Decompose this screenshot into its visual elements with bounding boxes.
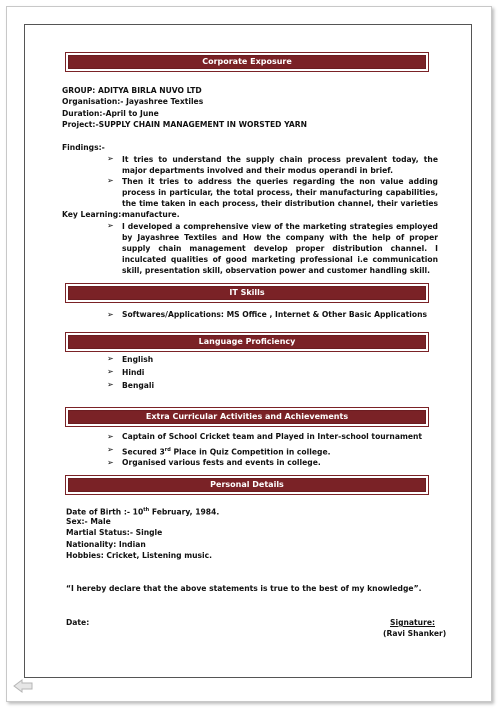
organisation-line: Organisation:- Jayashree Textiles: [62, 97, 204, 106]
duration-line: Duration:-April to June: [62, 109, 159, 118]
section-title: Language Proficiency: [198, 337, 296, 346]
nationality-line: Nationality: Indian: [66, 540, 146, 549]
date-label: Date:: [66, 618, 90, 627]
dob-text: Date of Birth :- 10: [66, 507, 144, 517]
section-header-it: [68, 286, 426, 300]
project-line: Project:-SUPPLY CHAIN MANAGEMENT IN WORSTED YARN: [62, 120, 307, 129]
arrow-bullet-icon: ➢: [107, 154, 114, 163]
arrow-bullet-icon: ➢: [107, 176, 114, 185]
language-item: Bengali: [122, 381, 155, 390]
arrow-bullet-icon: ➢: [107, 354, 114, 363]
sex-line: Sex:- Male: [66, 517, 111, 526]
section-header-corporate: [68, 55, 426, 69]
section-title: Personal Details: [210, 480, 284, 489]
arrow-bullet-icon: ➢: [107, 367, 114, 376]
superscript: rd: [164, 447, 171, 453]
hobbies-line: Hobbies: Cricket, Listening music.: [66, 551, 213, 560]
signature-label: Signature:: [390, 618, 436, 627]
language-item: Hindi: [122, 368, 145, 377]
dob-text: February, 1984.: [149, 507, 220, 517]
extra-text: Secured 3: [122, 447, 165, 457]
extra-item: [122, 445, 330, 458]
arrow-bullet-icon: ➢: [107, 310, 114, 319]
it-skill-item: Softwares/Applications: MS Office , Internet & Other Basic Applications: [122, 310, 428, 319]
section-header-extra: [68, 410, 426, 424]
section-title: IT Skills: [229, 288, 265, 297]
section-title: Extra Curricular Activities and Achievements: [145, 412, 349, 421]
marital-line: Martial Status:- Single: [66, 528, 163, 537]
arrow-bullet-icon: ➢: [107, 432, 114, 441]
dob-line: [66, 505, 219, 518]
findings-label: Findings:-: [62, 143, 105, 152]
back-arrow-icon[interactable]: [12, 678, 34, 694]
signature-name: (Ravi Shanker): [383, 629, 447, 638]
arrow-bullet-icon: ➢: [107, 445, 114, 454]
finding-1: It tries to understand the supply chain process prevalent today, the major departments involved and their modus operandi in brief.: [122, 155, 438, 175]
extra-item: Organised various fests and events in college.: [122, 458, 321, 467]
declaration: “I hereby declare that the above statements is true to the best of my knowledge”.: [66, 584, 422, 593]
key-learning-label: Key Learning:-: [62, 210, 125, 219]
arrow-bullet-icon: ➢: [107, 380, 114, 389]
arrow-bullet-icon: ➢: [107, 458, 114, 467]
section-header-personal: [68, 478, 426, 492]
extra-item: Captain of School Cricket team and Played in Inter-school tournament: [122, 432, 423, 441]
arrow-bullet-icon: ➢: [107, 221, 114, 230]
extra-text: Place in Quiz Competition in college.: [170, 447, 331, 457]
section-title: Corporate Exposure: [202, 57, 292, 66]
finding-2: Then it tries to address the queries regarding the non value adding process in particular, the total process, their manufacturing capabilities, the time taken in each process, their distribution channel, their varieties manufacture.: [122, 177, 438, 219]
superscript: th: [143, 507, 150, 513]
section-header-language: [68, 335, 426, 349]
learning-1: I developed a comprehensive view of the marketing strategies employed by Jayashree Textiles and How the company with the help of proper supply chain management develop proper distribution channel. I inculcated qualities of good marketing professional i.e communication skill, presentation skill, observation power and customer handling skill.: [122, 222, 438, 275]
language-item: English: [122, 355, 154, 364]
group-line: GROUP: ADITYA BIRLA NUVO LTD: [62, 86, 202, 95]
